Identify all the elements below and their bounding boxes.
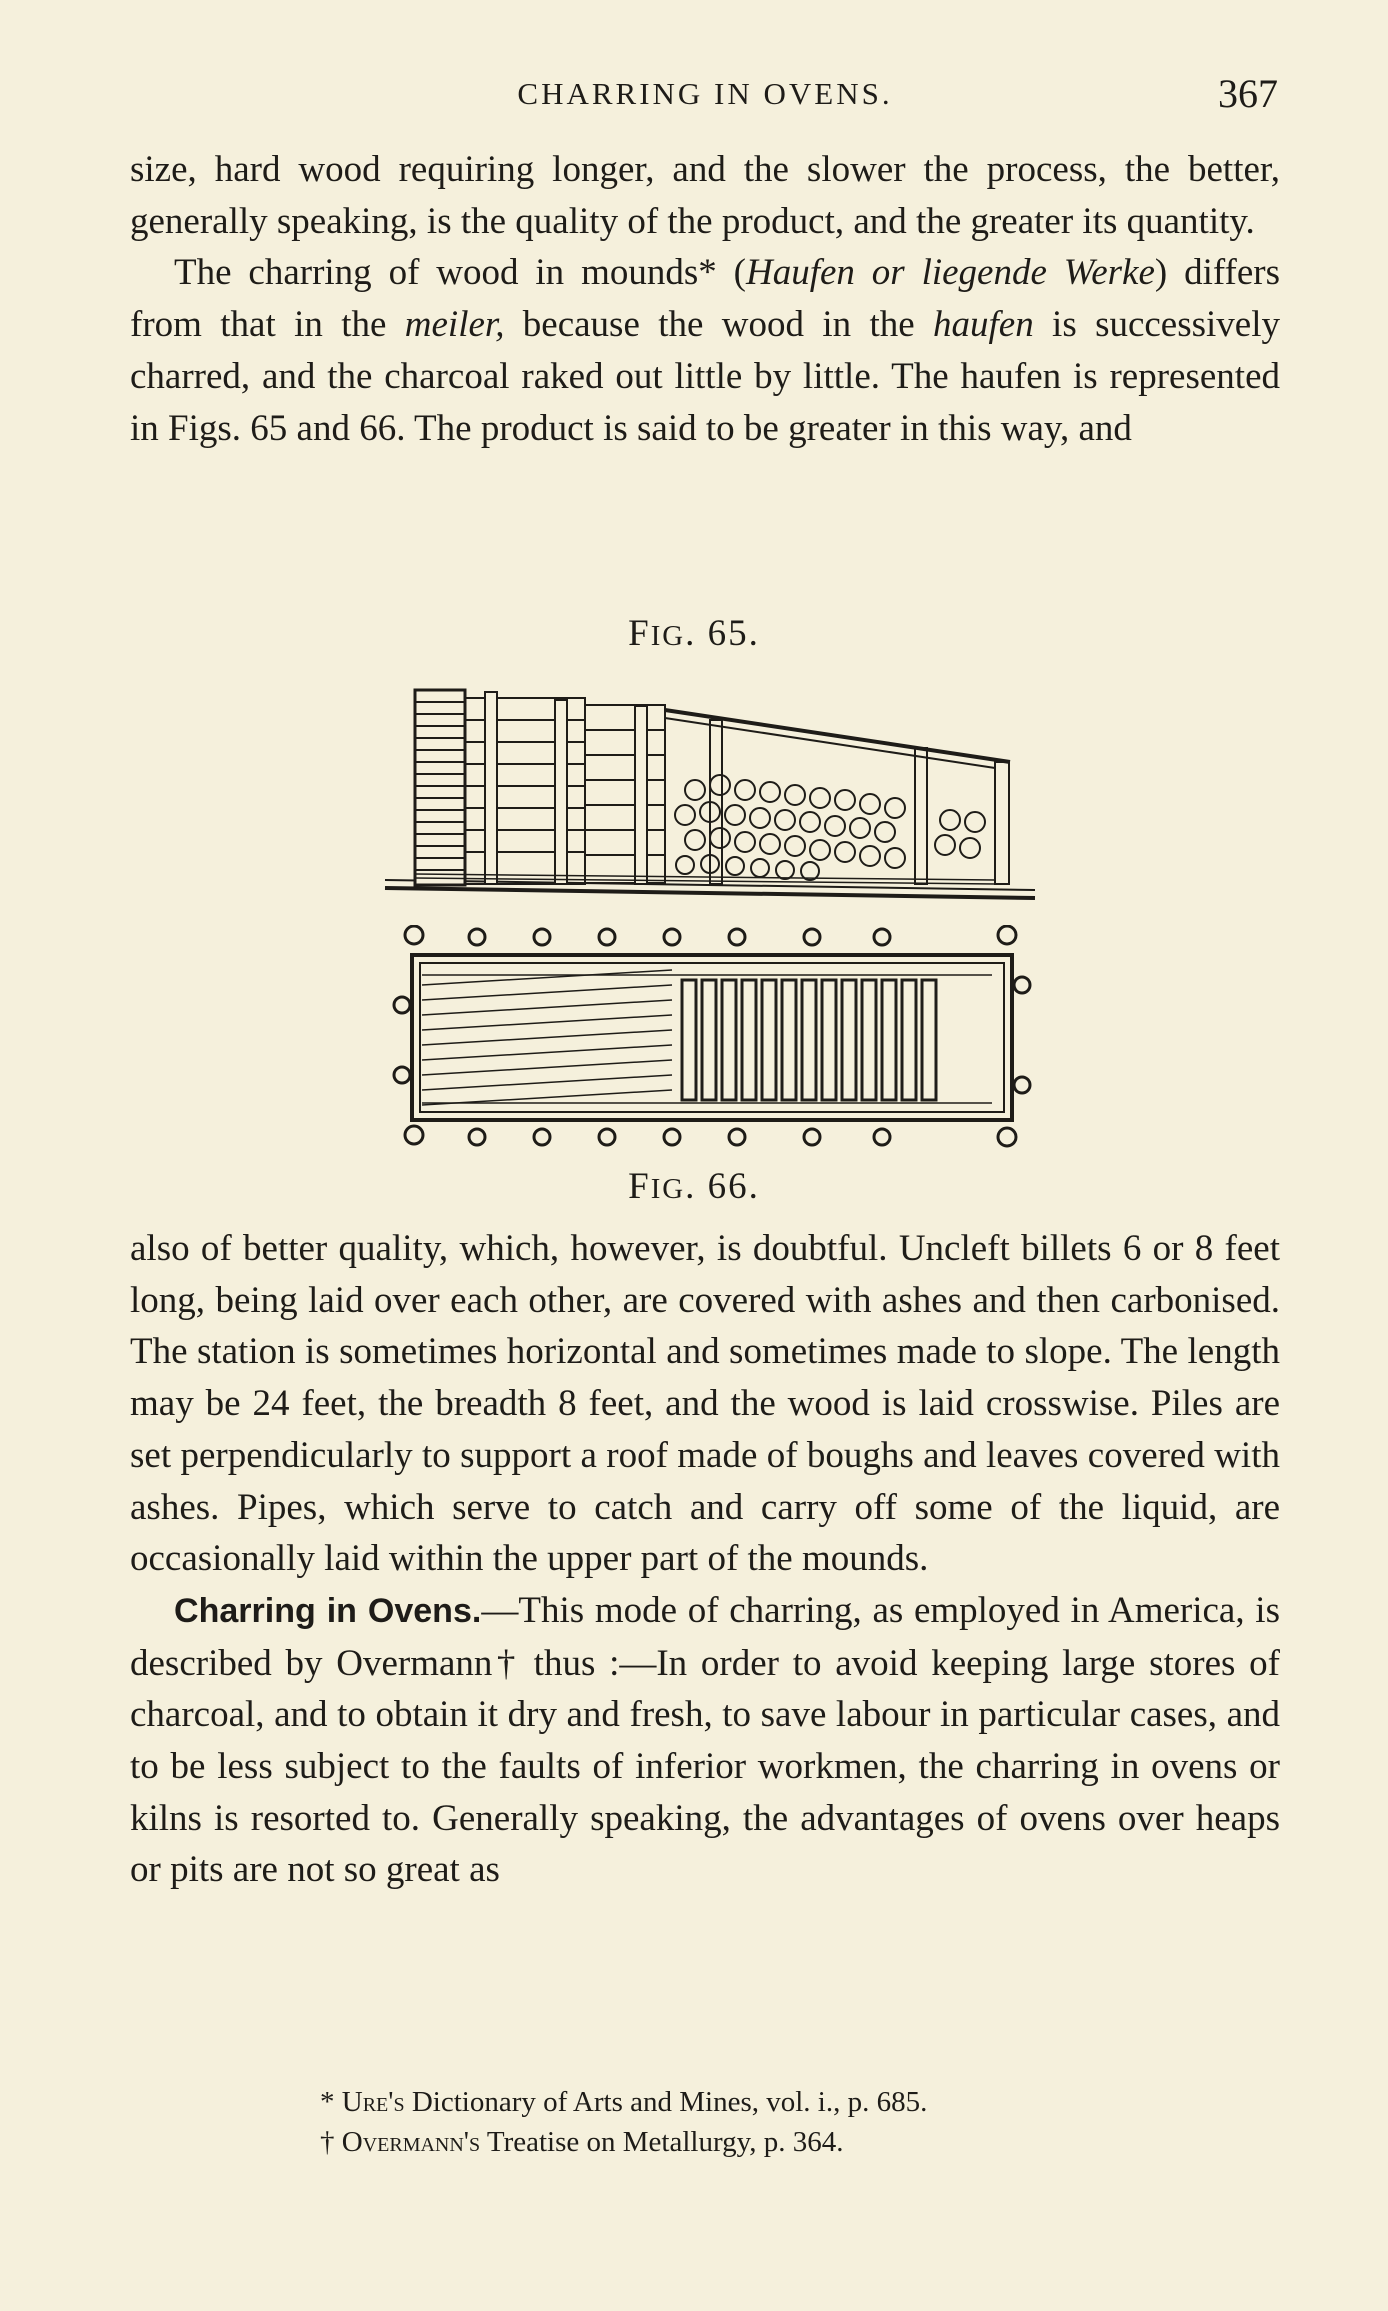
section-heading: Charring in Ovens.: [174, 1591, 482, 1630]
paragraph: The charring of wood in mounds* (Haufen or liegende Werke) differs from that in the meiler, because the wood in the haufen is successively charred, and the charcoal raked out little by little. The haufen is represented in Figs. 65 and 66. The product is said to be greater in this way, and: [130, 252, 1281, 449]
footnote: † Overmann's Treatise on Metallurgy, p. 364.: [320, 2126, 844, 2158]
paragraph: size, hard wood requiring longer, and the slower the process, the better, generally speaking, is the quality of the product, and the greater its quantity.: [130, 149, 1280, 242]
text-block-bottom: [130, 1223, 1280, 1896]
figure-65-caption: FIG. 65.: [628, 613, 760, 654]
running-title: CHARRING IN OVENS.: [517, 76, 893, 111]
figure-66-caption: FIG. 66.: [628, 1166, 760, 1207]
paragraph: also of better quality, which, however, is doubtful. Uncleft billets 6 or 8 feet long, being laid over each other, are covered with ashes and then carbonised. The station is sometimes horizontal and sometimes made to slope. The length may be 24 feet, the breadth 8 feet, and the wood is laid crosswise. Piles are set perpendicularly to support a roof made of boughs and leaves covered with ashes. Pipes, which serve to catch and carry off some of the liquid, are occasionally laid within the upper part of the mounds.: [130, 1228, 1280, 1580]
footnote: * Ure's Dictionary of Arts and Mines, vol. i., p. 685.: [320, 2086, 928, 2118]
figure-66-illustration: [392, 925, 1032, 1150]
running-head: [130, 70, 1280, 116]
footnotes: [320, 2082, 1220, 2162]
text-block-top: [130, 144, 1280, 454]
paragraph: Charring in Ovens.—This mode of charring, as employed in America, is described by Overmann† thus :—In order to avoid keeping large stores of charcoal, and to obtain it dry and fresh, to save labour in particular cases, and to be less subject to the faults of inferior workmen, the charring in ovens or kilns is resorted to. Generally speaking, the advantages of ovens over heaps or pits are not so great as: [130, 1589, 1280, 1891]
figure-65-illustration: [375, 680, 1045, 920]
page-number: 367: [1218, 71, 1278, 116]
